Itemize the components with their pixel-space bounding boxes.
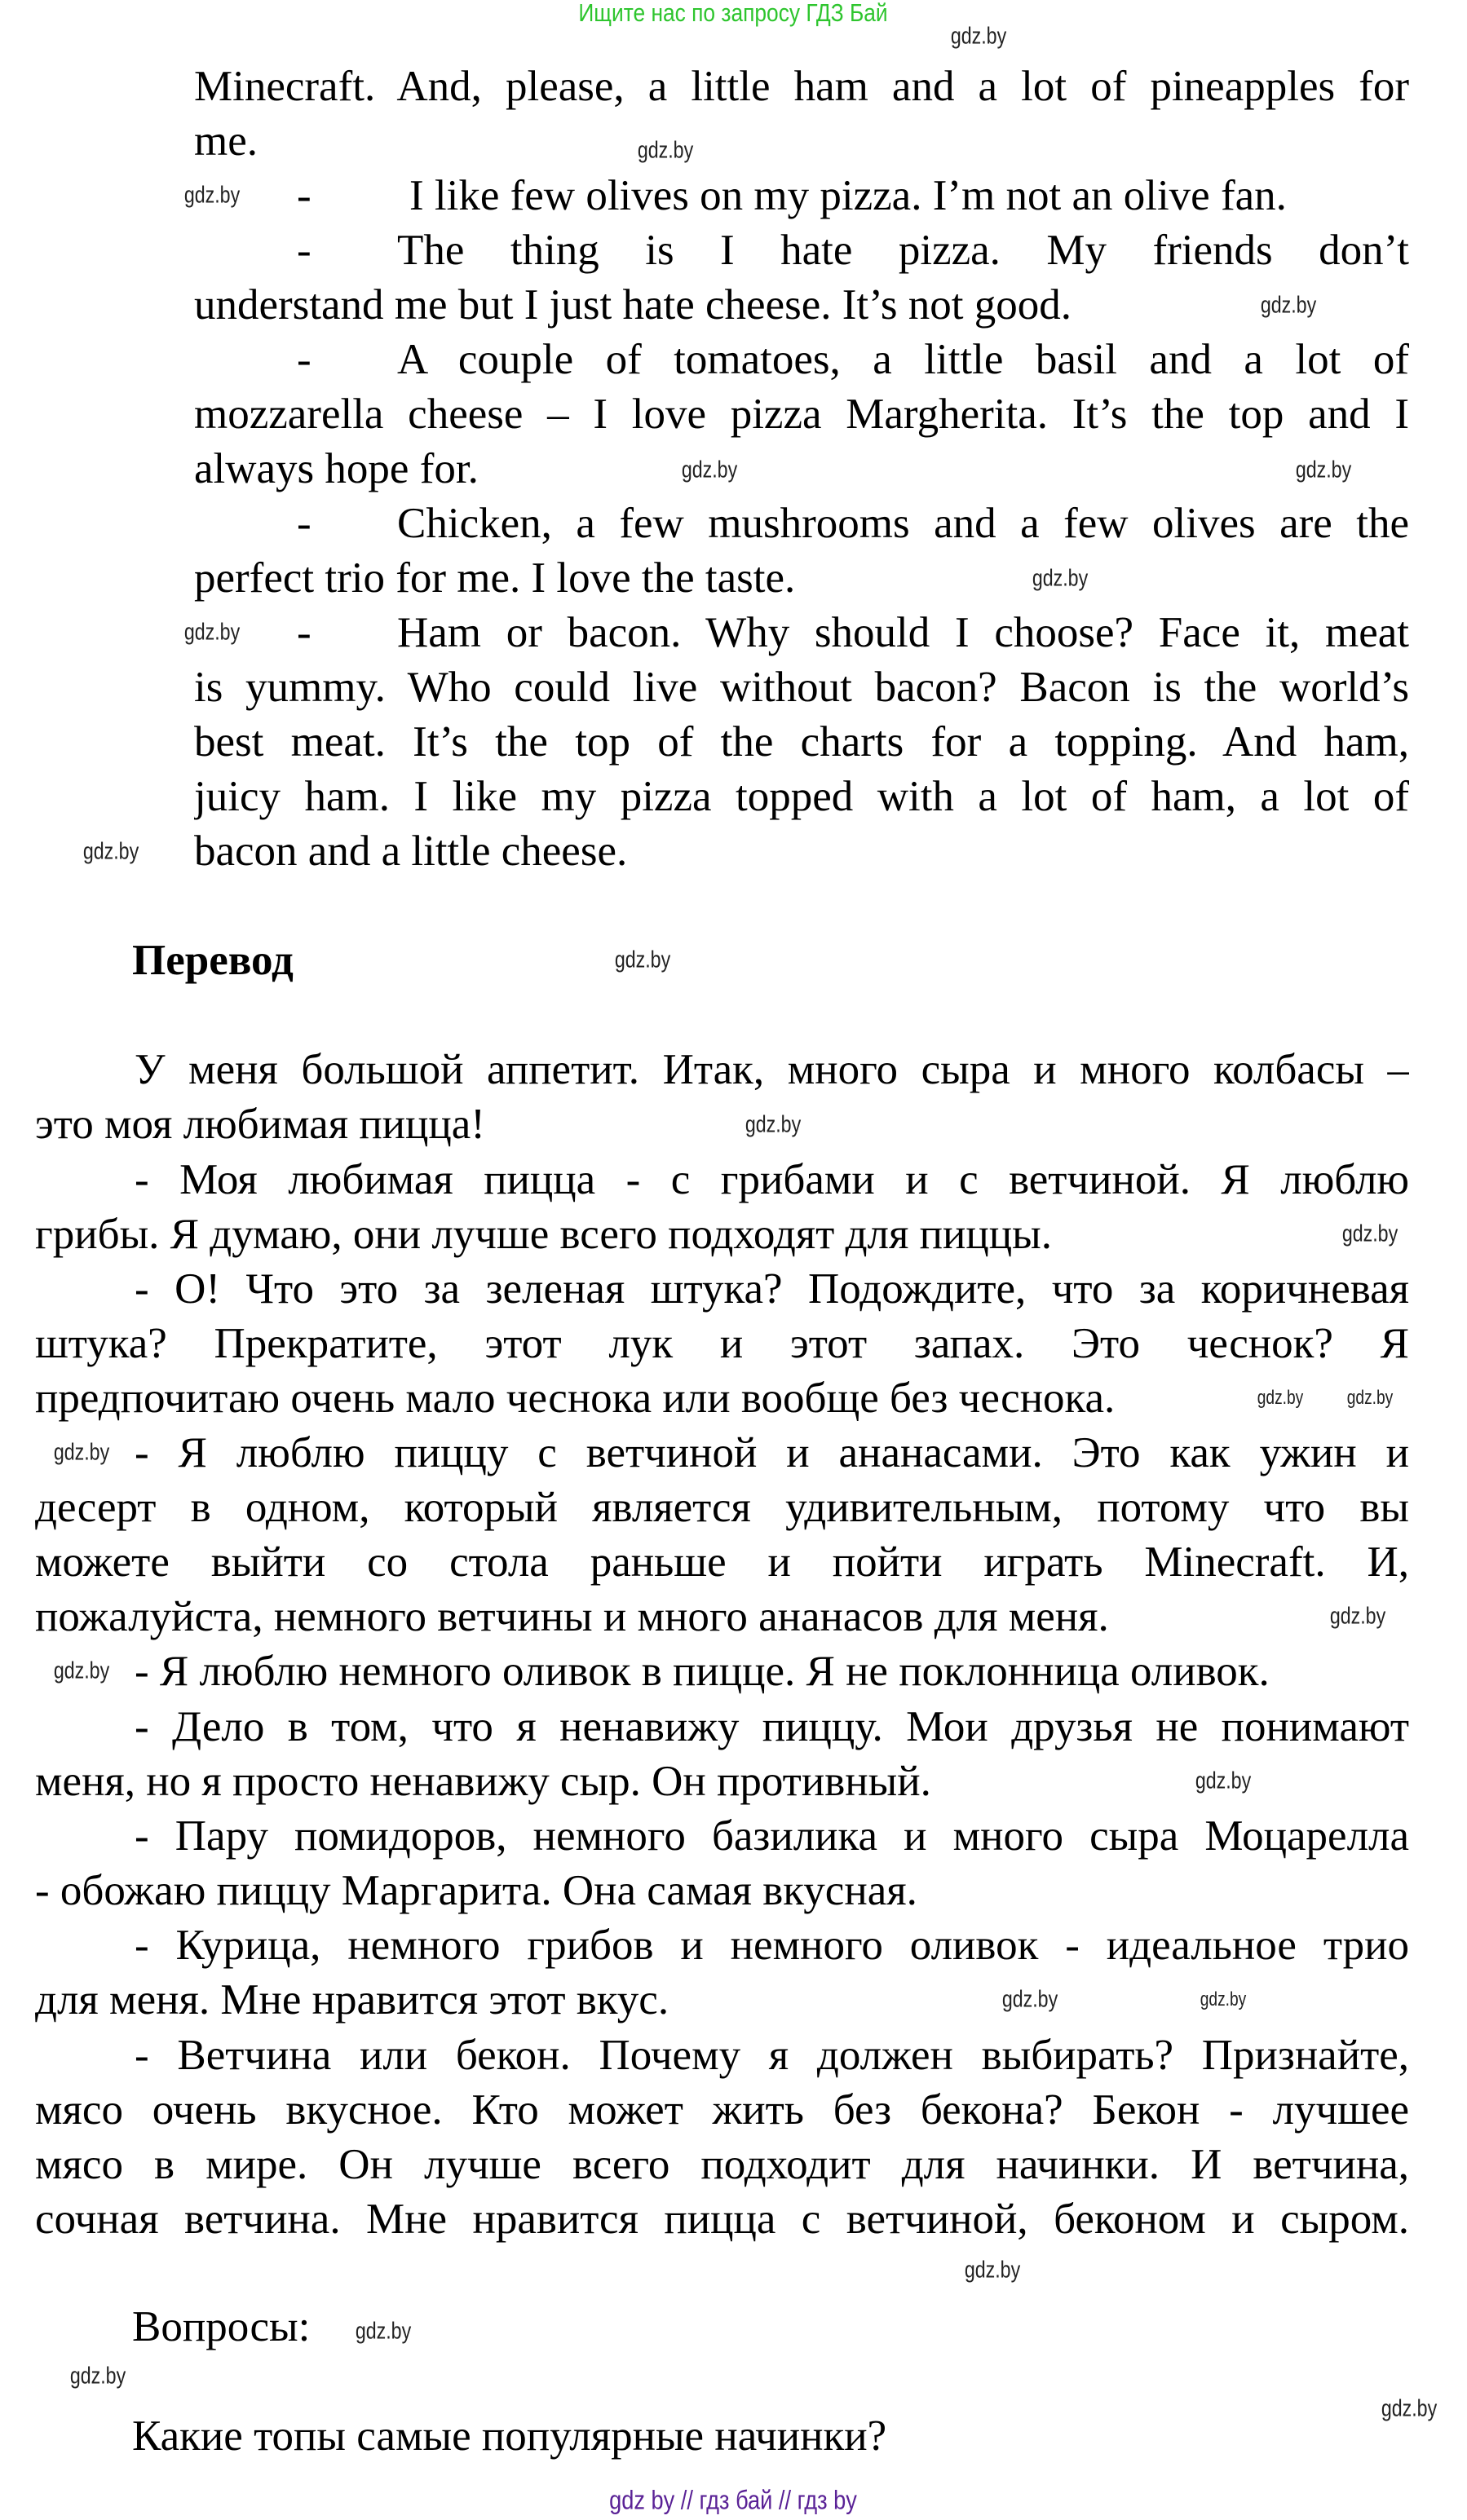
dialogue-dash: - (297, 227, 312, 274)
russian-line: пожалуйста, немного ветчины и много ананасов для меня. (35, 1593, 1109, 1640)
watermark: gdz.by (1001, 1986, 1058, 2013)
english-line: me. (194, 117, 258, 165)
watermark: gdz.by (69, 2363, 126, 2390)
watermark: gdz.by (745, 1111, 802, 1138)
watermark: gdz.by (681, 457, 738, 483)
english-line: bacon and a little cheese. (194, 827, 628, 875)
english-line: best meat. It’s the top of the charts for a topping. And ham, (194, 718, 1409, 766)
english-line: juicy ham. I like my pizza topped with a lot of ham, a lot of (194, 773, 1409, 820)
watermark: gdz.by (637, 137, 694, 164)
english-line: A couple of tomatoes, a little basil and a lot of (397, 336, 1409, 383)
russian-line: - обожаю пиццу Маргарита. Она самая вкусная. (35, 1867, 917, 1914)
dialogue-dash: - (297, 500, 312, 547)
watermark: gdz.by (1260, 292, 1317, 319)
russian-line: У меня большой аппетит. Итак, много сыра и много колбасы – (135, 1046, 1409, 1093)
watermark: gdz.by (183, 182, 241, 209)
watermark: gdz.by (950, 23, 1007, 50)
russian-line: сочная ветчина. Мне нравится пицца с ветчиной, беконом и сыром. (35, 2196, 1409, 2243)
russian-line: грибы. Я думаю, они лучше всего подходят для пиццы. (35, 1211, 1052, 1258)
russian-line: - Курица, немного грибов и немного оливок - идеальное трио (135, 1922, 1409, 1969)
russian-line: - Ветчина или бекон. Почему я должен выбирать? Признайте, (135, 2032, 1409, 2079)
dialogue-dash: - (297, 336, 312, 383)
russian-line: это моя любимая пицца! (35, 1101, 485, 1148)
watermark: gdz.by (1032, 565, 1089, 592)
russian-line: - Пару помидоров, немного базилика и много сыра Моцарелла (135, 1812, 1409, 1860)
russian-line: десерт в одном, который является удивительным, потому что вы (35, 1484, 1409, 1531)
watermark: gdz.by (355, 2318, 412, 2345)
russian-line: мясо очень вкусное. Кто может жить без бекона? Бекон - лучшее (35, 2086, 1409, 2134)
watermark: gdz.by (82, 838, 139, 865)
watermark: gdz.by (1257, 1387, 1304, 1409)
english-line: is yummy. Who could live without bacon? Bacon is the world’s (194, 664, 1409, 711)
english-line: Chicken, a few mushrooms and a few olives are the (397, 500, 1409, 547)
watermark: gdz.by (183, 619, 241, 646)
watermark: gdz.by (53, 1657, 110, 1684)
english-line: I like few olives on my pizza. I’m not an olive fan. (409, 172, 1287, 219)
dialogue-dash: - (297, 609, 312, 656)
watermark: gdz.by (1200, 1988, 1247, 2010)
watermark: gdz.by (614, 947, 671, 973)
dialogue-dash: - (297, 172, 312, 219)
footer-watermark: gdz by // гдз бай // гдз by (609, 2485, 857, 2515)
russian-line: предпочитаю очень мало чеснока или вообще без чеснока. (35, 1375, 1116, 1422)
russian-line: - Дело в том, что я ненавижу пиццу. Мои друзья не понимают (135, 1703, 1409, 1750)
russian-line: для меня. Мне нравится этот вкус. (35, 1976, 669, 2024)
watermark: gdz.by (964, 2257, 1021, 2284)
russian-line: мясо в мире. Он лучше всего подходит для начинки. И ветчина, (35, 2141, 1409, 2188)
russian-line: - Я люблю пиццу с ветчиной и ананасами. Это как ужин и (135, 1429, 1409, 1476)
russian-line: - Я люблю немного оливок в пицце. Я не поклонница оливок. (135, 1648, 1270, 1695)
watermark: gdz.by (1341, 1220, 1399, 1247)
russian-line: можете выйти со стола раньше и пойти играть Minecraft. И, (35, 1538, 1409, 1586)
search-banner: Ищите нас по запросу ГДЗ Бай (578, 0, 888, 27)
russian-line: меня, но я просто ненавижу сыр. Он противный. (35, 1758, 931, 1805)
english-line: understand me but I just hate cheese. It’s not good. (194, 281, 1072, 329)
watermark: gdz.by (1295, 457, 1352, 483)
watermark: gdz.by (1329, 1603, 1386, 1630)
english-line: Ham or bacon. Why should I choose? Face it, meat (397, 609, 1409, 656)
watermark: gdz.by (1381, 2395, 1438, 2422)
watermark: gdz.by (53, 1439, 110, 1466)
russian-line: - Моя любимая пицца - с грибами и с ветчиной. Я люблю (135, 1156, 1409, 1203)
english-line: Minecraft. And, please, a little ham and a lot of pineapples for (194, 63, 1409, 110)
translation-heading: Перевод (132, 937, 294, 984)
watermark: gdz.by (1346, 1387, 1394, 1409)
questions-label: Вопросы: (132, 2303, 311, 2350)
watermark: gdz.by (1195, 1768, 1252, 1794)
question-item: Какие топы самые популярные начинки? (132, 2412, 887, 2460)
english-line: perfect trio for me. I love the taste. (194, 554, 796, 602)
russian-line: - О! Что это за зеленая штука? Подождите, что за коричневая (135, 1265, 1409, 1313)
english-line: mozzarella cheese – I love pizza Margherita. It’s the top and I (194, 391, 1409, 438)
english-line: The thing is I hate pizza. My friends don’t (397, 227, 1409, 274)
english-line: always hope for. (194, 445, 479, 492)
russian-line: штука? Прекратите, этот лук и этот запах. Это чеснок? Я (35, 1320, 1409, 1367)
